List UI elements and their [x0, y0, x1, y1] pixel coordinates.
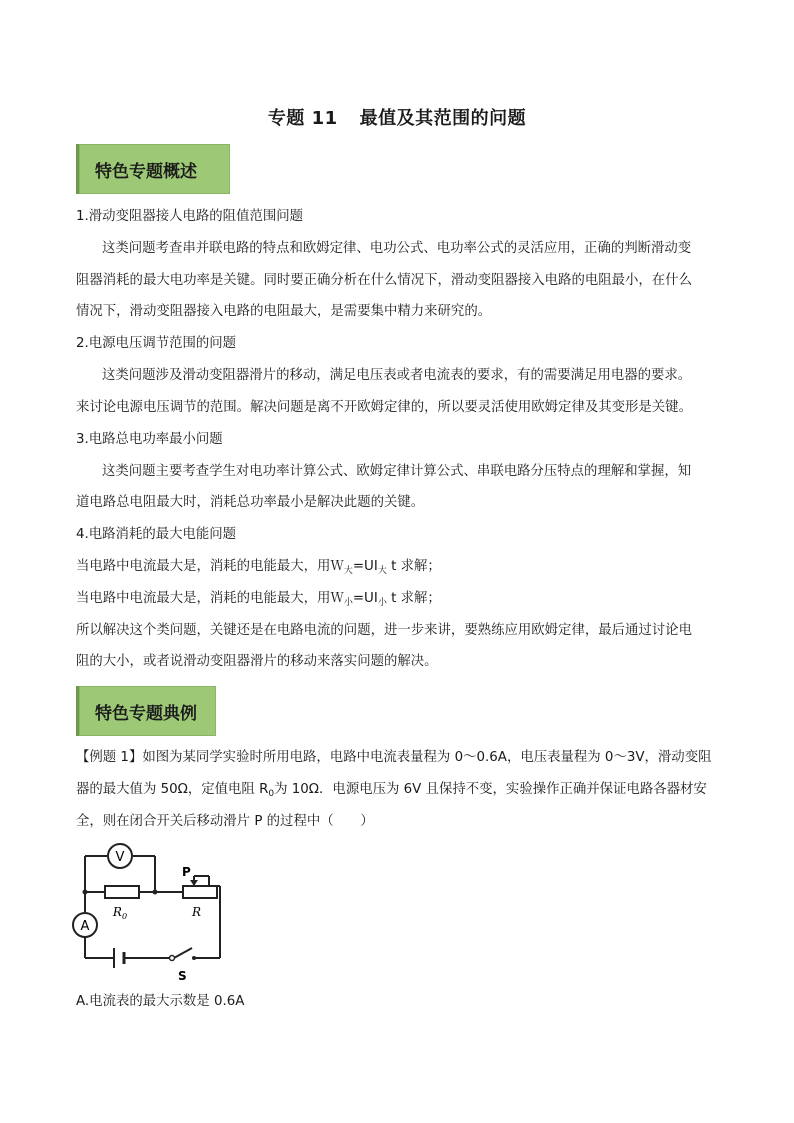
paragraph-1-line-3: 情况下，滑动变阻器接入电路的电阻最大，是需要集中精力来研究的。	[76, 304, 492, 319]
resistor-r0	[105, 886, 139, 898]
paragraph-2-line-2: 来讨论电源电压调节的范围。解决问题是离不开欧姆定律的，所以要灵活使用欧姆定律及其变形是关键。	[76, 400, 692, 415]
example-1-line-3: 全，则在闭合开关后移动滑片 P 的过程中（ ）	[76, 814, 374, 829]
paragraph-3-line-1: 这类问题主要考查学生对电功率计算公式、欧姆定律计算公式、串联电路分压特点的理解和掌握，知	[102, 464, 692, 479]
paragraph-4-line-2: 阻的大小，或者说滑动变阻器滑片的移动来落实问题的解决。	[76, 654, 438, 669]
paragraph-1-line-1: 这类问题考查串并联电路的特点和欧姆定律、电功公式、电功率公式的灵活应用，正确的判断滑动变	[102, 241, 692, 256]
title-number: 专题 11	[267, 108, 338, 129]
section-banner-overview	[76, 144, 230, 194]
banner-label: 特色专题典例	[95, 703, 197, 724]
section-banner-examples	[76, 686, 216, 736]
r-label: R	[192, 905, 202, 919]
slider-label: P	[182, 865, 191, 879]
ammeter-symbol	[73, 913, 97, 937]
paragraph-2-line-1: 这类问题涉及滑动变阻器滑片的移动，满足电压表或者电流表的要求，有的需要满足用电器的要求。	[102, 368, 692, 383]
option-a: A.电流表的最大示数是 0.6A	[76, 994, 245, 1009]
switch-contact	[170, 956, 175, 961]
voltmeter-symbol	[108, 844, 132, 868]
heading-4: 4.电路消耗的最大电能问题	[76, 527, 237, 542]
title-text: 最值及其范围的问题	[359, 108, 527, 129]
ammeter-label: A	[80, 919, 90, 934]
formula-line-max: 当电路中电流最大是，消耗的电能最大，用$W_大=UI_大$ t 求解；	[76, 559, 441, 576]
paragraph-3-line-2: 道电路总电阻最大时，消耗总功率最小是解决此题的关键。	[76, 495, 425, 510]
banner-label: 特色专题概述	[95, 161, 197, 182]
voltmeter-label: V	[115, 850, 125, 865]
junction-dot	[83, 890, 88, 895]
circuit-diagram	[70, 840, 240, 985]
heading-1: 1.滑动变阻器接人电路的阻值范围问题	[76, 209, 304, 224]
battery-symbol	[114, 948, 124, 968]
heading-3: 3.电路总电功率最小问题	[76, 432, 223, 447]
example-1-line-2: 器的最大值为 50Ω，定值电阻 $R_0$为 10Ω．电源电压为 6V 且保持不变，实验操作正确并保证电路各器材安	[76, 782, 707, 799]
switch-contact	[192, 956, 196, 960]
page-title	[0, 104, 794, 130]
formula-line-min: 当电路中电流最大是，消耗的电能最大，用$W_小=UI_小$ t 求解；	[76, 591, 441, 608]
heading-2: 2.电源电压调节范围的问题	[76, 336, 237, 351]
rheostat-r	[183, 886, 217, 898]
r0-label: $R_0$	[112, 905, 128, 921]
example-1-line-1: 【例题 1】如图为某同学实验时所用电路，电路中电流表量程为 0～0.6A，电压表量程为 0～3V，滑动变阻	[76, 750, 712, 765]
paragraph-4-line-1: 所以解决这个类问题，关键还是在电路电流的问题，进一步来讲，要熟练应用欧姆定律，最后通过讨论电	[76, 623, 692, 638]
switch-label: S	[178, 969, 187, 983]
junction-dot	[153, 890, 158, 895]
paragraph-1-line-2: 阻器消耗的最大电功率是关键。同时要正确分析在什么情况下，滑动变阻器接入电路的电阻最小，在什么	[76, 273, 692, 288]
